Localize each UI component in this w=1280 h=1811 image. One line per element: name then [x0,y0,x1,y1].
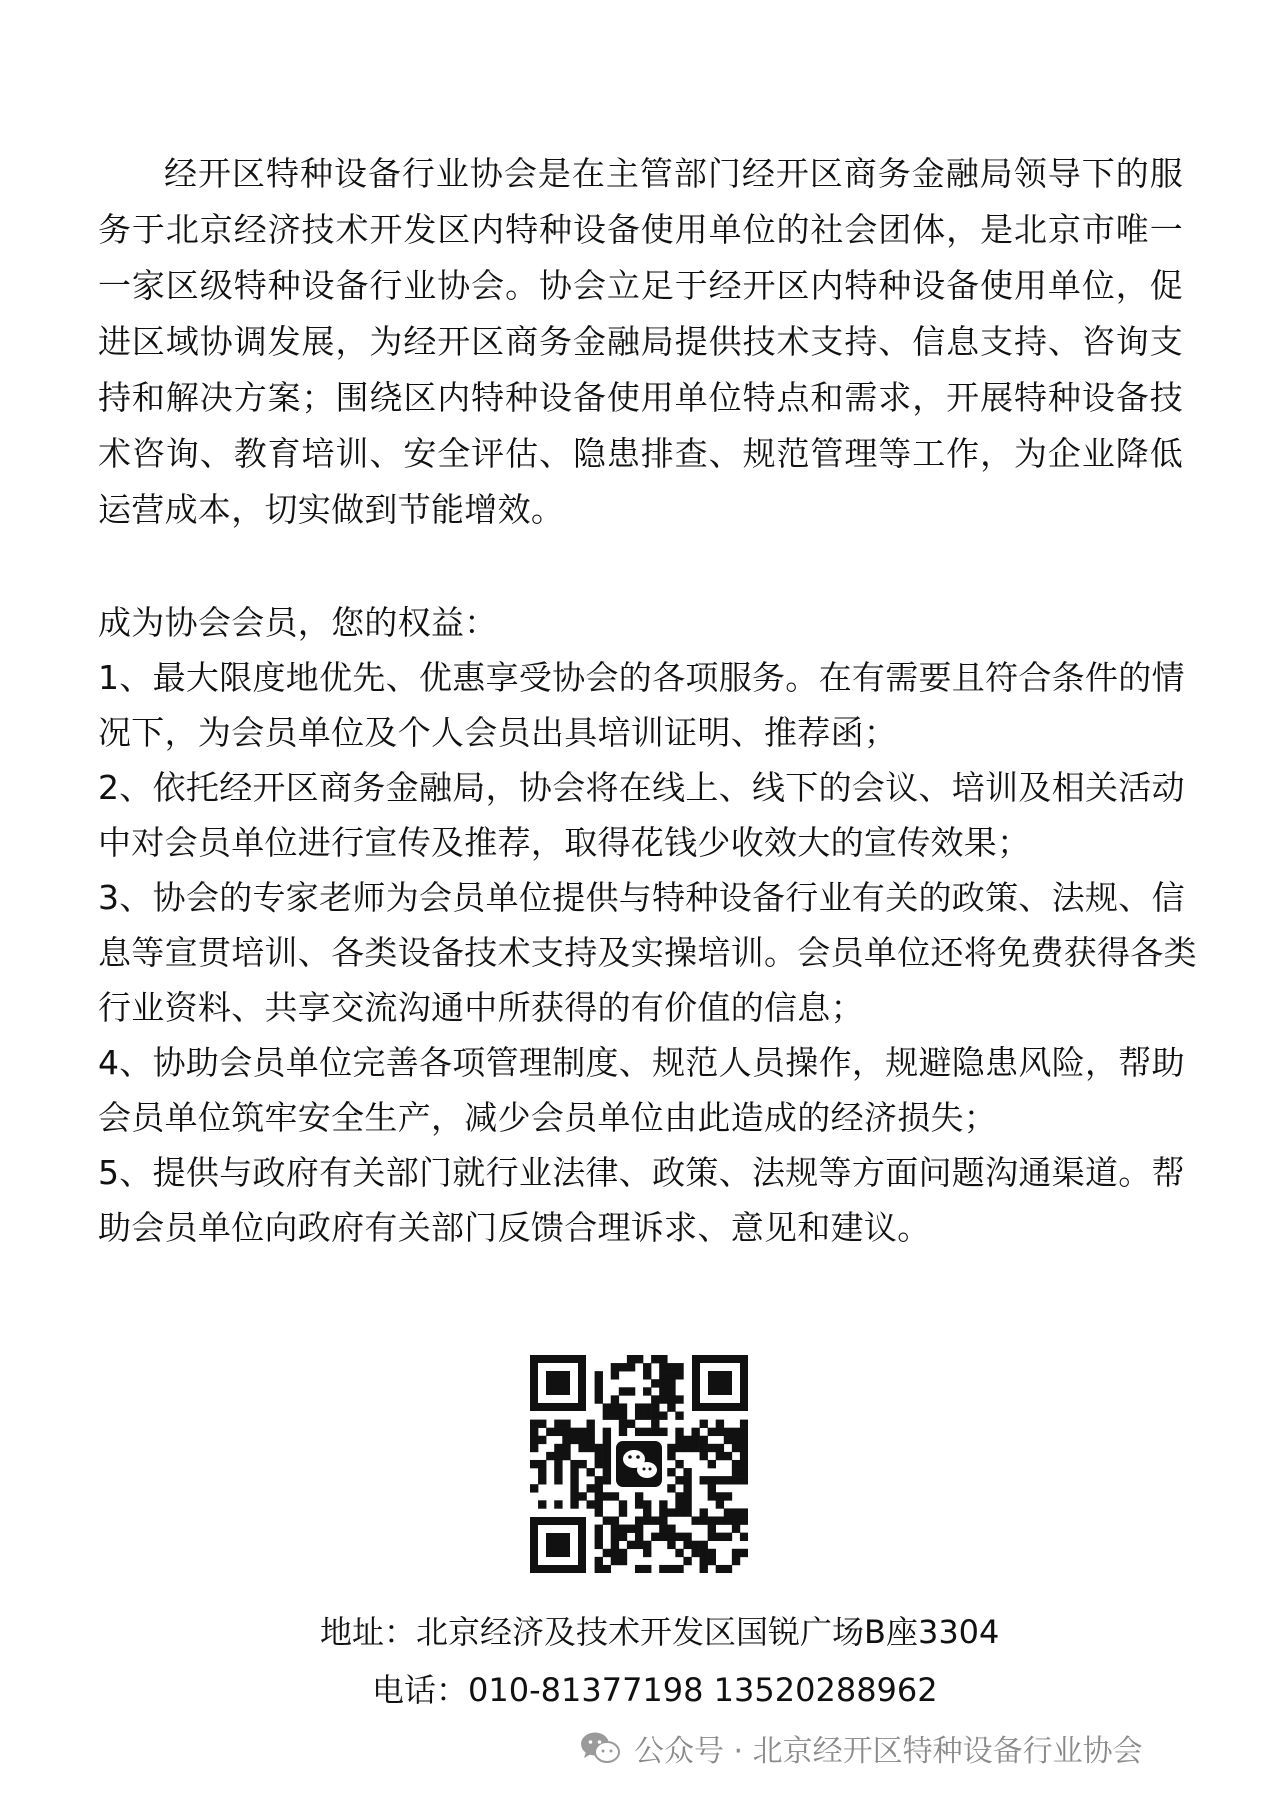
contact-address: 地址：北京经济及技术开发区国锐广场B座3304 [320,1613,1000,1651]
benefit-item-2: 2、依托经开区商务金融局，协会将在线上、线下的会议、培训及相关活动中对会员单位进行宣传及推荐，取得花钱少收效大的宣传效果； [98,768,1185,862]
benefit-item-5: 5、提供与政府有关部门就行业法律、政策、法规等方面问题沟通渠道。帮助会员单位向政府有关部门反馈合理诉求、意见和建议。 [98,1153,1185,1247]
intro-paragraph: 经开区特种设备行业协会是在主管部门经开区商务金融局领导下的服务于北京经济技术开发区内特种设备使用单位的社会团体，是北京市唯一一家区级特种设备行业协会。协会立足于经开区内特种设备使用单位，促进区域协调发展，为经开区商务金融局提供技术支持、信息支持、咨询支持和解决方案；围绕区内特种设备使用单位特点和需求，开展特种设备技术咨询、教育培训、安全评估、隐患排查、规范管理等工作，为企业降低运营成本，切实做到节能增效。 [98,154,1183,529]
qr-code-icon [530,1355,748,1573]
benefit-item-3: 3、协会的专家老师为会员单位提供与特种设备行业有关的政策、法规、信息等宣贯培训、各类设备技术支持及实操培训。会员单位还将免费获得各类行业资料、共享交流沟通中所获得的有价值的信息； [98,878,1197,1027]
wechat-icon [580,1731,620,1765]
benefit-item-4: 4、协助会员单位完善各项管理制度、规范人员操作，规避隐患风险，帮助会员单位筑牢安全生产，减少会员单位由此造成的经济损失； [98,1043,1185,1137]
benefits-title: 成为协会会员，您的权益： [98,603,498,642]
footer-text: 公众号 · 北京经开区特种设备行业协会 [634,1734,1143,1769]
footer-watermark [580,1726,1143,1770]
benefit-item-1: 1、最大限度地优先、优惠享受协会的各项服务。在有需要且符合条件的情况下，为会员单位及个人会员出具培训证明、推荐函； [98,658,1185,752]
benefits-section [98,595,1208,1255]
contact-phone: 电话：010-81377198 13520288962 [372,1671,938,1709]
